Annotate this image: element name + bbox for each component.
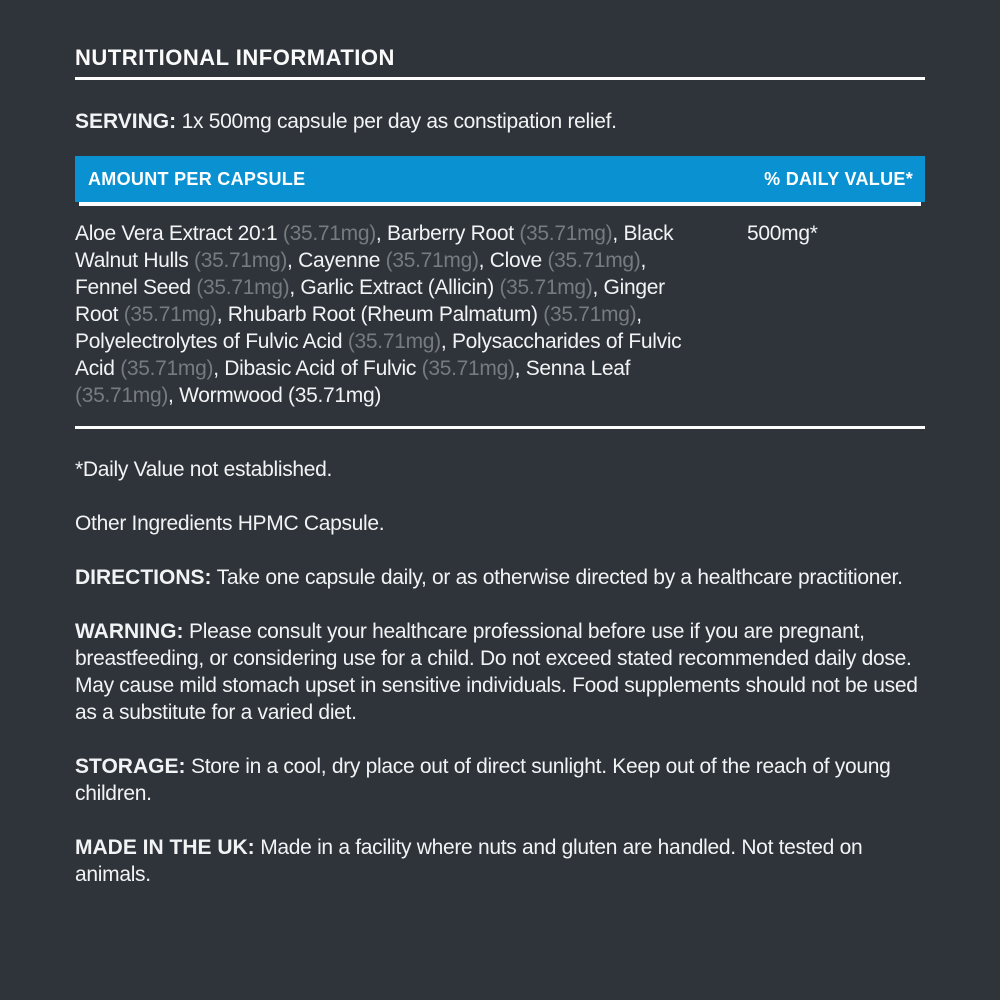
ingredient-name: Cayenne (298, 249, 386, 272)
directions-label: DIRECTIONS: (75, 566, 212, 589)
ingredient-name: Dibasic Acid of Fulvic (224, 357, 422, 380)
ingredient-name: Garlic Extract (Allicin) (300, 276, 500, 299)
daily-value-footnote: *Daily Value not established. (75, 458, 333, 481)
ingredient-name: Senna Leaf (525, 357, 631, 380)
made-in-uk-label: MADE IN THE UK: (75, 836, 255, 859)
column-header-daily-value: % DAILY VALUE* (764, 169, 913, 189)
made-in-uk-section (75, 834, 925, 888)
daily-value-cell: 500mg* (747, 222, 818, 245)
storage-text: Store in a cool, dry place out of direct sunlight. Keep out of the reach of young children. (75, 755, 891, 805)
ingredient-amount: (35.71mg) (194, 249, 288, 272)
warning-text: Please consult your healthcare professional before use if you are pregnant, breastfeeding, or considering use for a child. Do not exceed stated recommended daily dose. May cause mild stomach upset in sensitive individuals. Food supplements should not be used as a substitute for a varied diet. (75, 620, 918, 724)
other-ingredients-note: Other Ingredients HPMC Capsule. (75, 512, 385, 535)
ingredient-name: Rhubarb Root (Rheum Palmatum) (227, 303, 544, 326)
ingredients-list: Aloe Vera Extract 20:1 (35.71mg), Barberry Root (35.71mg), Black Walnut Hulls (35.71mg), Cayenne (35.71mg), Clove (35.71mg), Fennel Seed (35.71mg), Garlic Extract (Allicin) (35.71mg), Ginger Root (35.71mg), Rhubarb Root (Rheum Palmatum) (35.71mg), Polyelectrolytes of Fulvic Acid (35.71mg), Polysaccharides of Fulvic Acid (35.71mg), Dibasic Acid of Fulvic (35.71mg), Senna Leaf (35.71mg), Wormwood (35.71mg) (75, 222, 682, 407)
warning-label: WARNING: (75, 620, 184, 643)
nutrition-label (75, 45, 925, 909)
ingredient-name: Fennel Seed (75, 276, 197, 299)
ingredient-amount: (35.71mg) (282, 222, 376, 245)
storage-section (75, 753, 925, 807)
ingredient-amount: (35.71mg) (123, 303, 217, 326)
ingredient-name: Barberry Root (386, 222, 520, 245)
ingredient-name: Polyelectrolytes of Fulvic Acid (75, 330, 348, 353)
ingredient-amount: (35.71mg) (421, 357, 515, 380)
serving-text: 1x 500mg capsule per day as constipation relief. (176, 110, 617, 133)
ingredient-name: Wormwood (179, 384, 289, 407)
page-title: NUTRITIONAL INFORMATION (75, 45, 395, 70)
ingredient-name: Black Walnut Hulls (75, 222, 674, 272)
serving-label: SERVING: (75, 110, 177, 133)
ingredient-name: Polysaccharides of Fulvic Acid (75, 330, 682, 380)
directions-section (75, 564, 925, 591)
table-header-underline (79, 202, 921, 206)
ingredient-amount: (35.71mg) (288, 384, 382, 407)
ingredient-amount: (35.71mg) (75, 384, 169, 407)
ingredient-amount: (35.71mg) (385, 249, 479, 272)
table-header-bar (75, 156, 925, 202)
column-header-amount: AMOUNT PER CAPSULE (88, 169, 306, 189)
ingredient-name: Aloe Vera Extract 20:1 (75, 222, 283, 245)
table-bottom-rule (75, 426, 925, 429)
table-row (75, 220, 925, 409)
directions-text: Take one capsule daily, or as otherwise directed by a healthcare practitioner. (211, 566, 903, 589)
ingredient-amount: (35.71mg) (543, 303, 637, 326)
made-in-uk-text: Made in a facility where nuts and gluten are handled. Not tested on animals. (75, 836, 863, 886)
storage-label: STORAGE: (75, 755, 186, 778)
ingredient-amount: (35.71mg) (120, 357, 214, 380)
ingredient-amount: (35.71mg) (499, 276, 593, 299)
ingredient-amount: (35.71mg) (347, 330, 441, 353)
ingredient-name: Clove (489, 249, 548, 272)
ingredient-amount: (35.71mg) (519, 222, 613, 245)
warning-section (75, 618, 925, 726)
ingredient-amount: (35.71mg) (547, 249, 641, 272)
title-underline (75, 77, 925, 80)
ingredient-amount: (35.71mg) (196, 276, 290, 299)
serving-line (75, 108, 925, 135)
ingredient-name: Ginger Root (75, 276, 665, 326)
